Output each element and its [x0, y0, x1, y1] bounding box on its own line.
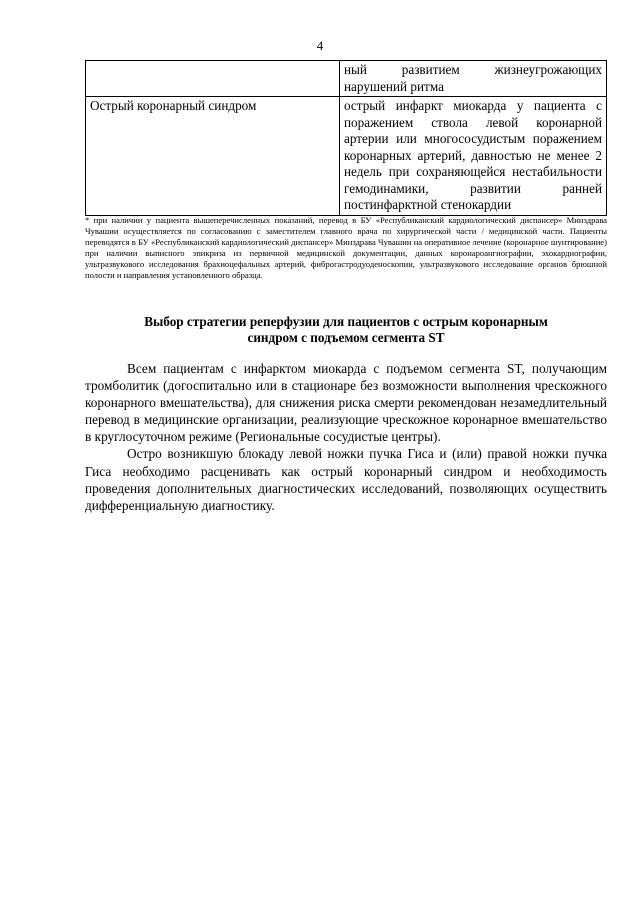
section-heading	[85, 314, 607, 346]
table-cell-left	[86, 61, 340, 97]
indications-table	[85, 60, 607, 216]
paragraph: Остро возникшую блокаду левой ножки пучка Гиса и (или) правой ножки пучка Гиса необходимо расценивать как острый коронарный синдром и необходимость проведения дополнительных диагностических исследований, позволяющих осуществить дифференциальную диагностику.	[85, 446, 607, 513]
body-text	[85, 360, 607, 514]
table-cell-left: Острый коронарный синдром	[86, 97, 340, 216]
table-row	[86, 97, 607, 216]
paragraph: Всем пациентам с инфарктом миокарда с подъемом сегмента ST, получающим тромболитик (догоспитально или в стационаре без возможности выполнения чрескожного коронарного вмешательства), для снижения риска смерти рекомендован незамедлительный перевод в медицинские организации, реализующие чрескожное коронарное вмешательство в круглосуточном режиме (Региональные сосудистые центры).	[85, 361, 607, 445]
page-number: 4	[316, 38, 324, 53]
table-row	[86, 61, 607, 97]
table-cell-right: острый инфаркт миокарда у пациента с поражением ствола левой коронарной артерии или многососудистым поражением коронарных артерий, давностью не менее 2 недель при сохраняющейся нестабильности гемодинамики, развитии ранней постинфарктной стенокардии	[340, 97, 607, 216]
section-heading-line-2: синдром с подъемом сегмента ST	[247, 330, 445, 345]
footnote: * при наличии у пациента вышеперечисленных показаний, перевод в БУ «Республиканский кардиологический диспансер» Минздрава Чувашии осуществляется по согласованию с заместителем главного врача по хирургической части / медицинской части. Пациенты переводятся в БУ «Республиканский кардиологический диспансер» Минздрава Чувашии на оперативное лечение (коронарное шунтирование) при наличии выписного эпикриза из первичной медицинской документации, данных коронароангиографии, эхокардиографии, ультразвукового исследования брахиоцефальных артерий, фиброгастродуоденоскопии, ультразвукового исследование органов брюшной полости и направления установленного образца.	[85, 215, 607, 281]
table-cell-right: ный развитием жизнеугрожающих нарушений ритма	[340, 61, 607, 97]
section-heading-line-1: Выбор стратегии реперфузии для пациентов с острым коронарным	[144, 314, 548, 329]
